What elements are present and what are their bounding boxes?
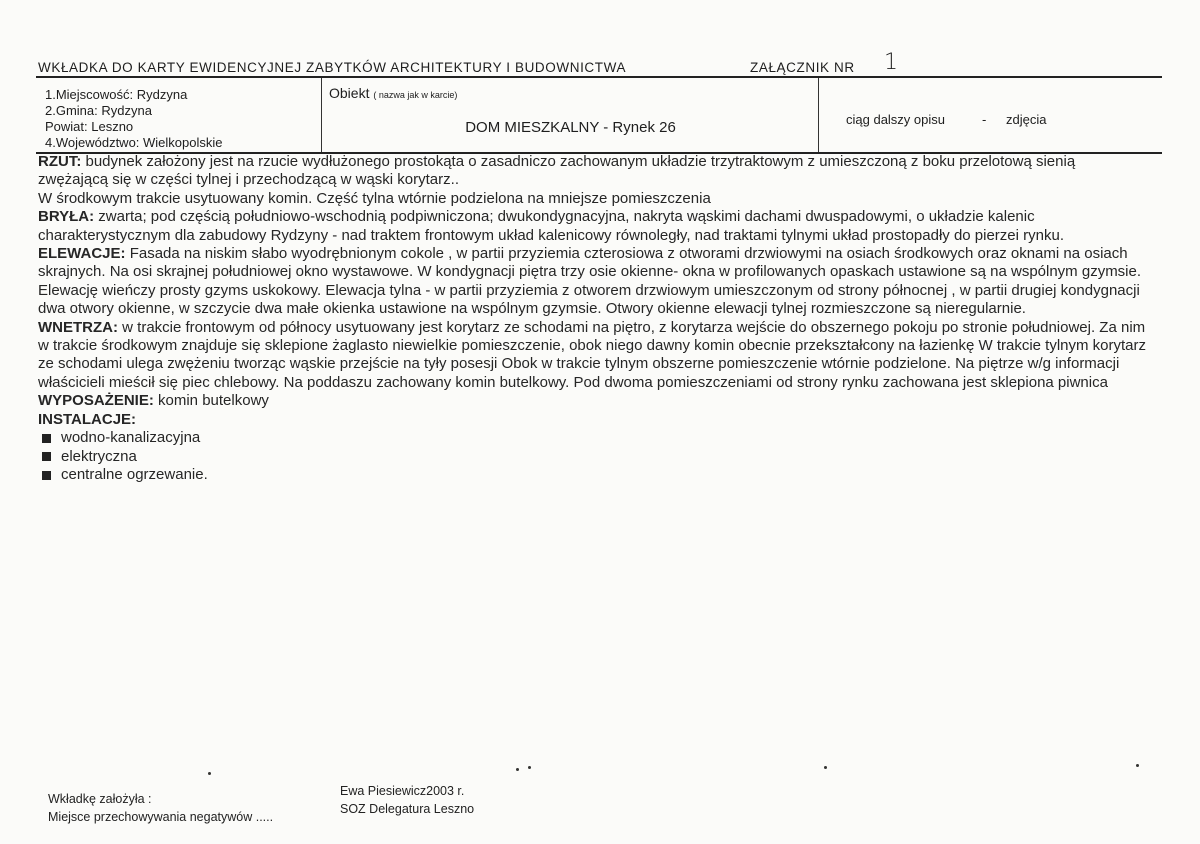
- wnetrza-label: WNETRZA:: [38, 318, 118, 336]
- list-item: [38, 448, 1148, 466]
- elewacje-label: ELEWACJE:: [38, 245, 126, 263]
- list-item: [38, 429, 1148, 447]
- bullet-square-icon: [42, 452, 51, 461]
- bryla-paragraph: [38, 208, 1148, 245]
- bullet-square-icon: [42, 471, 51, 480]
- installation-item: elektryczna: [61, 447, 137, 465]
- object-label: Obiekt: [329, 85, 370, 101]
- author-value: Ewa Piesiewicz2003 r.: [340, 784, 465, 798]
- bryla-label: BRYŁA:: [38, 208, 95, 226]
- wnetrza-text: w trakcie frontowym od północy usytuowany jest korytarz ze schodami na piętro, z korytarza wejście do obszernego pokoju po stronie południowej. Za nim w trakcie środkowym znajduje się sklepione żaglasto niewielkie pomieszczenie, obok niego dawny komin obecnie przekształcony na łazienkę W trakcie tylnym korytarz ze schodami ulega zwężeniu tworząc wąskie przejście na tyły posesji Obok w trakcie tylnym obszerne pomieszczenie wtórnie podzielone. Na piętrze w/g informacji właścicieli mieścił się piec chlebowy. Na poddaszu zachowany komin butelkowy. Pod dwoma pomieszczeniami od strony rynku zachowana jest sklepiona piwnica: [38, 318, 1147, 391]
- scan-speck: [1136, 764, 1139, 767]
- rzut-label: RZUT:: [38, 153, 82, 170]
- description-body: [38, 153, 1148, 484]
- object-hint: ( nazwa jak w karcie): [373, 90, 458, 100]
- object-name: DOM MIESZKALNY - Rynek 26: [465, 119, 676, 136]
- installation-item: centralne ogrzewanie.: [61, 465, 208, 483]
- scan-speck: [824, 766, 827, 769]
- annex-number: 1: [884, 50, 899, 75]
- continuation-dash: -: [982, 112, 987, 127]
- continuation-text: ciąg dalszy opisu: [846, 112, 945, 127]
- location-cell: [36, 78, 322, 152]
- annex-label: ZAŁĄCZNIK NR: [750, 60, 855, 75]
- scan-speck: [528, 766, 531, 769]
- form-header: [38, 50, 899, 75]
- footer-values: [340, 782, 474, 818]
- scan-speck: [516, 768, 519, 771]
- installation-item: wodno-kanalizacyjna: [61, 429, 201, 447]
- instalacje-label: INSTALACJE:: [38, 410, 137, 428]
- elewacje-paragraph: [38, 245, 1148, 319]
- bryla-text: zwarta; pod częścią południowo-wschodnią podpiwniczona; dwukondygnacyjna, nakryta wąskimi dachami dwuspadowymi, o układzie kalenic charakterystycznym dla zabudowy Rydzyny - nad traktem frontowym układ kalenicowy równoległy, nad traktami tylnymi układ prostopadły do pierzei rynku.: [38, 208, 1064, 244]
- rzut-text: budynek założony jest na rzucie wydłużonego prostokąta o zasadniczo zachowanym układzie trzytraktowym z umieszczoną z boku przelotową sienią zwężającą się w części tylnej i przechodzącą w wąski korytarz..: [38, 153, 1076, 189]
- elewacje-text: Fasada na niskim słabo wyodrębnionym cokole , w partii przyziemia czterosiowa z otworami drzwiowymi na osiach środkowych oraz oknami na osiach skrajnych. Na osi skrajnej południowej okno wystawowe. W kondygnacji piętra trzy osie okienne- okna w profilowanych opaskach ustawione są na wspólnym gzymsie. Elewację wieńczy prosty gzyms uskokowy. Elewacja tylna - w partii przyziemia z otworem drzwiowym umieszczonym od strony północnej , w partii drugiej kondygnacji dwa otwory okienne, w szczycie dwa małe okienka ustawione na wspólnym gzymsie. Otwory okienne elewacji tylnej rozmieszczone są nieregularnie.: [38, 245, 1142, 318]
- wyposazenie-label: WYPOSAŻENIE:: [38, 392, 154, 410]
- continuation-type: zdjęcia: [1006, 112, 1047, 127]
- list-item: [38, 466, 1148, 484]
- header-table: [36, 76, 1162, 154]
- wyposazenie-text: komin butelkowy: [158, 392, 269, 410]
- voivodeship: 4.Województwo: Wielkopolskie: [45, 135, 223, 150]
- form-title: WKŁADKA DO KARTY EWIDENCYJNEJ ZABYTKÓW ARCHITEKTURY I BUDOWNICTWA: [38, 60, 627, 75]
- scan-speck: [208, 772, 211, 775]
- wyposazenie-paragraph: [38, 392, 1148, 410]
- district: Powiat: Leszno: [45, 119, 134, 134]
- storage-value: SOZ Delegatura Leszno: [340, 802, 475, 816]
- author-label: Wkładkę założyła :: [48, 792, 152, 806]
- object-cell: [323, 78, 819, 152]
- locality: 1.Miejscowość: Rydzyna: [45, 87, 188, 102]
- continuation-cell: [820, 78, 1160, 152]
- bullet-square-icon: [42, 434, 51, 443]
- municipality: 2.Gmina: Rydzyna: [45, 103, 152, 118]
- rzut-paragraph: [38, 153, 1148, 190]
- storage-label: Miejsce przechowywania negatywów .....: [48, 810, 274, 824]
- rzut-text-2: W środkowym trakcie usytuowany komin. Część tylna wtórnie podzielona na mniejsze pomieszczenia: [38, 189, 711, 207]
- footer-labels: [48, 790, 273, 826]
- wnetrza-paragraph: [38, 319, 1148, 393]
